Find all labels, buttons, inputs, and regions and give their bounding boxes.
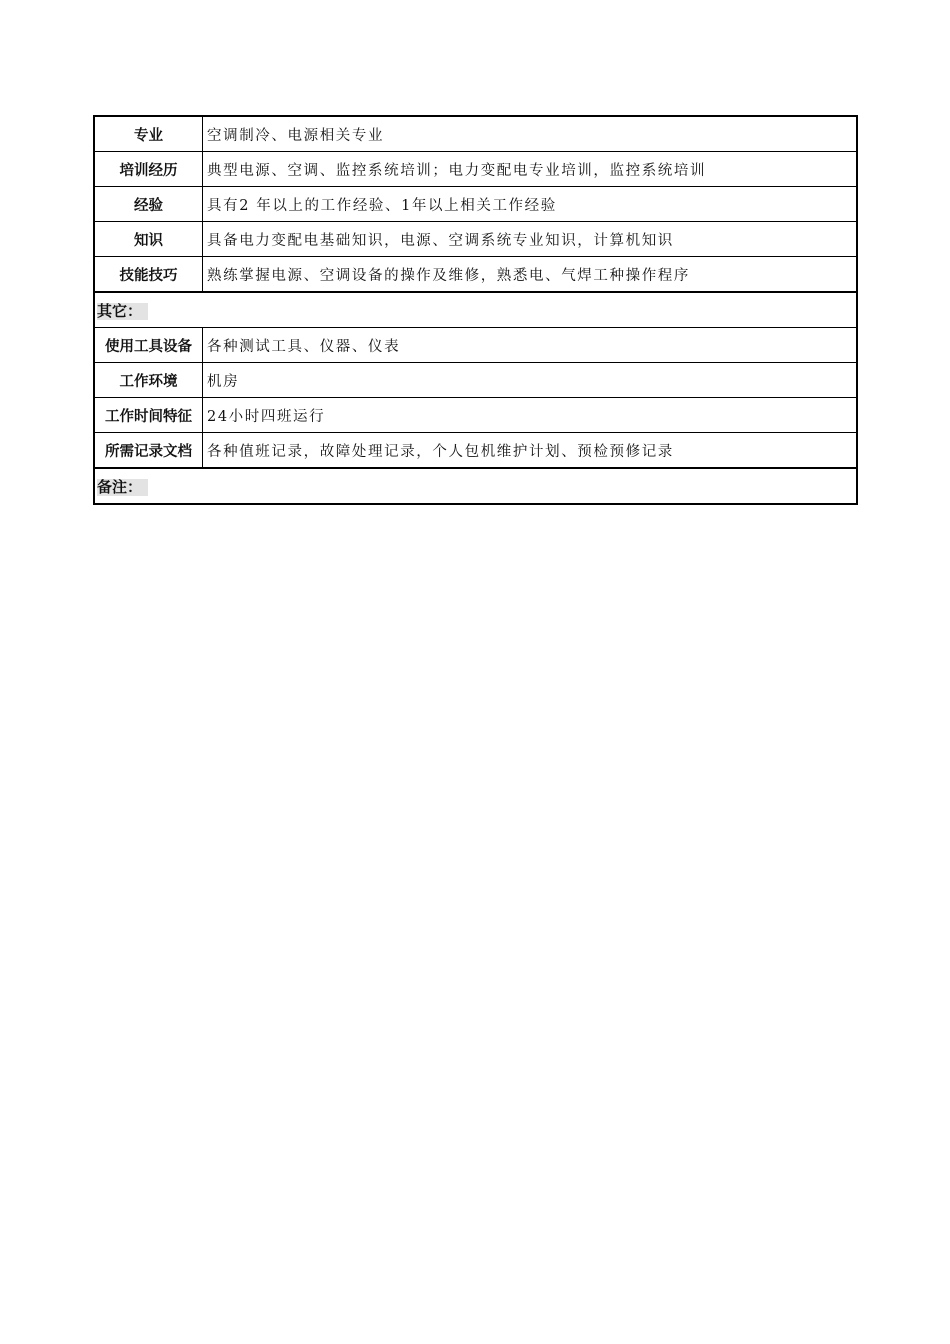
row-value-environment: 机房 xyxy=(203,363,858,398)
table-row xyxy=(94,187,857,222)
row-value-major: 空调制冷、电源相关专业 xyxy=(203,116,858,152)
row-value-knowledge: 具备电力变配电基础知识，电源、空调系统专业知识，计算机知识 xyxy=(203,222,858,257)
row-label-training: 培训经历 xyxy=(94,152,203,187)
row-label-records: 所需记录文档 xyxy=(94,433,203,469)
row-value-training: 典型电源、空调、监控系统培训；电力变配电专业培训，监控系统培训 xyxy=(203,152,858,187)
row-label-experience: 经验 xyxy=(94,187,203,222)
table-row xyxy=(94,222,857,257)
row-value-records: 各种值班记录，故障处理记录，个人包机维护计划、预检预修记录 xyxy=(203,433,858,469)
row-label-major: 专业 xyxy=(94,116,203,152)
table-row xyxy=(94,257,857,293)
table-row xyxy=(94,363,857,398)
row-value-work-time: 24小时四班运行 xyxy=(203,398,858,433)
section-other-cell xyxy=(94,292,857,328)
section-other-label: 其它： xyxy=(97,303,148,320)
section-row-notes xyxy=(94,468,857,504)
table-row xyxy=(94,433,857,469)
table-row xyxy=(94,152,857,187)
row-label-tools: 使用工具设备 xyxy=(94,328,203,363)
row-label-skills: 技能技巧 xyxy=(94,257,203,293)
row-label-knowledge: 知识 xyxy=(94,222,203,257)
section-row-other xyxy=(94,292,857,328)
table-row xyxy=(94,398,857,433)
table-row xyxy=(94,328,857,363)
row-value-skills: 熟练掌握电源、空调设备的操作及维修，熟悉电、气焊工种操作程序 xyxy=(203,257,858,293)
job-requirements-table xyxy=(93,115,858,505)
row-value-experience: 具有2 年以上的工作经验、1年以上相关工作经验 xyxy=(203,187,858,222)
table-row xyxy=(94,116,857,152)
section-notes-label: 备注： xyxy=(97,479,148,496)
section-notes-cell xyxy=(94,468,857,504)
row-value-tools: 各种测试工具、仪器、仪表 xyxy=(203,328,858,363)
row-label-environment: 工作环境 xyxy=(94,363,203,398)
row-label-work-time: 工作时间特征 xyxy=(94,398,203,433)
